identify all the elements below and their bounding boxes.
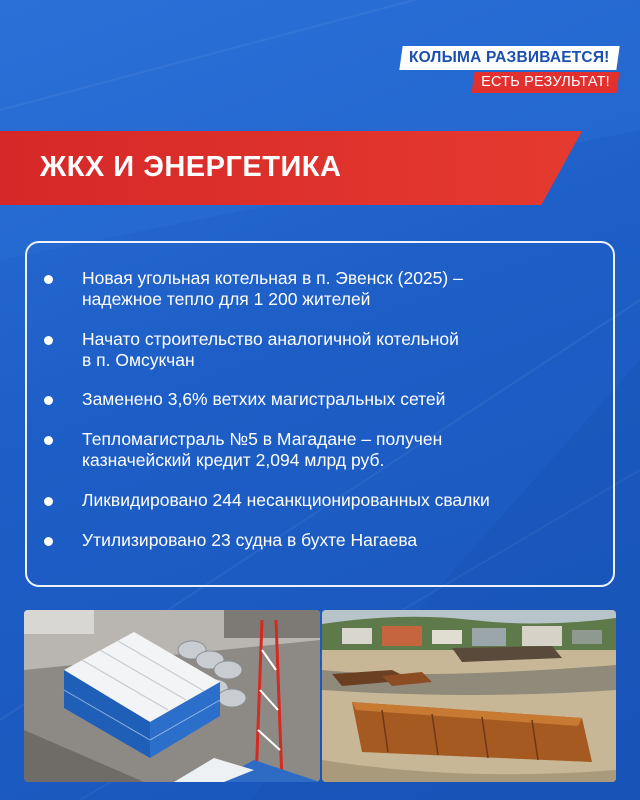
bullet-icon (44, 497, 53, 506)
bullet-icon (44, 396, 53, 405)
boiler-house-photo (24, 610, 320, 782)
brand-line-1: КОЛЫМА РАЗВИВАЕТСЯ! (400, 46, 620, 70)
brand-badge (401, 46, 618, 93)
list-item: Тепломагистраль №5 в Магадане – получен казначейский кредит 2,094 млрд руб. (40, 429, 600, 471)
list-item: Начато строительство аналогичной котельной в п. Омсукчан (40, 329, 600, 371)
bullet-icon (44, 275, 53, 284)
list-item: Заменено 3,6% ветхих магистральных сетей (40, 389, 600, 410)
bullet-icon (44, 436, 53, 445)
bullet-icon (44, 537, 53, 546)
page-title: ЖКХ И ЭНЕРГЕТИКА (40, 151, 342, 183)
list-item: Новая угольная котельная в п. Эвенск (2025) – надежное тепло для 1 200 жителей (40, 268, 600, 310)
bullet-icon (44, 336, 53, 345)
bay-ships-photo (322, 610, 616, 782)
list-item: Утилизировано 23 судна в бухте Нагаева (40, 530, 600, 551)
bullet-list (40, 268, 600, 551)
list-item: Ликвидировано 244 несанкционированных свалки (40, 490, 600, 511)
brand-line-2: ЕСТЬ РЕЗУЛЬТАТ! (472, 72, 620, 93)
